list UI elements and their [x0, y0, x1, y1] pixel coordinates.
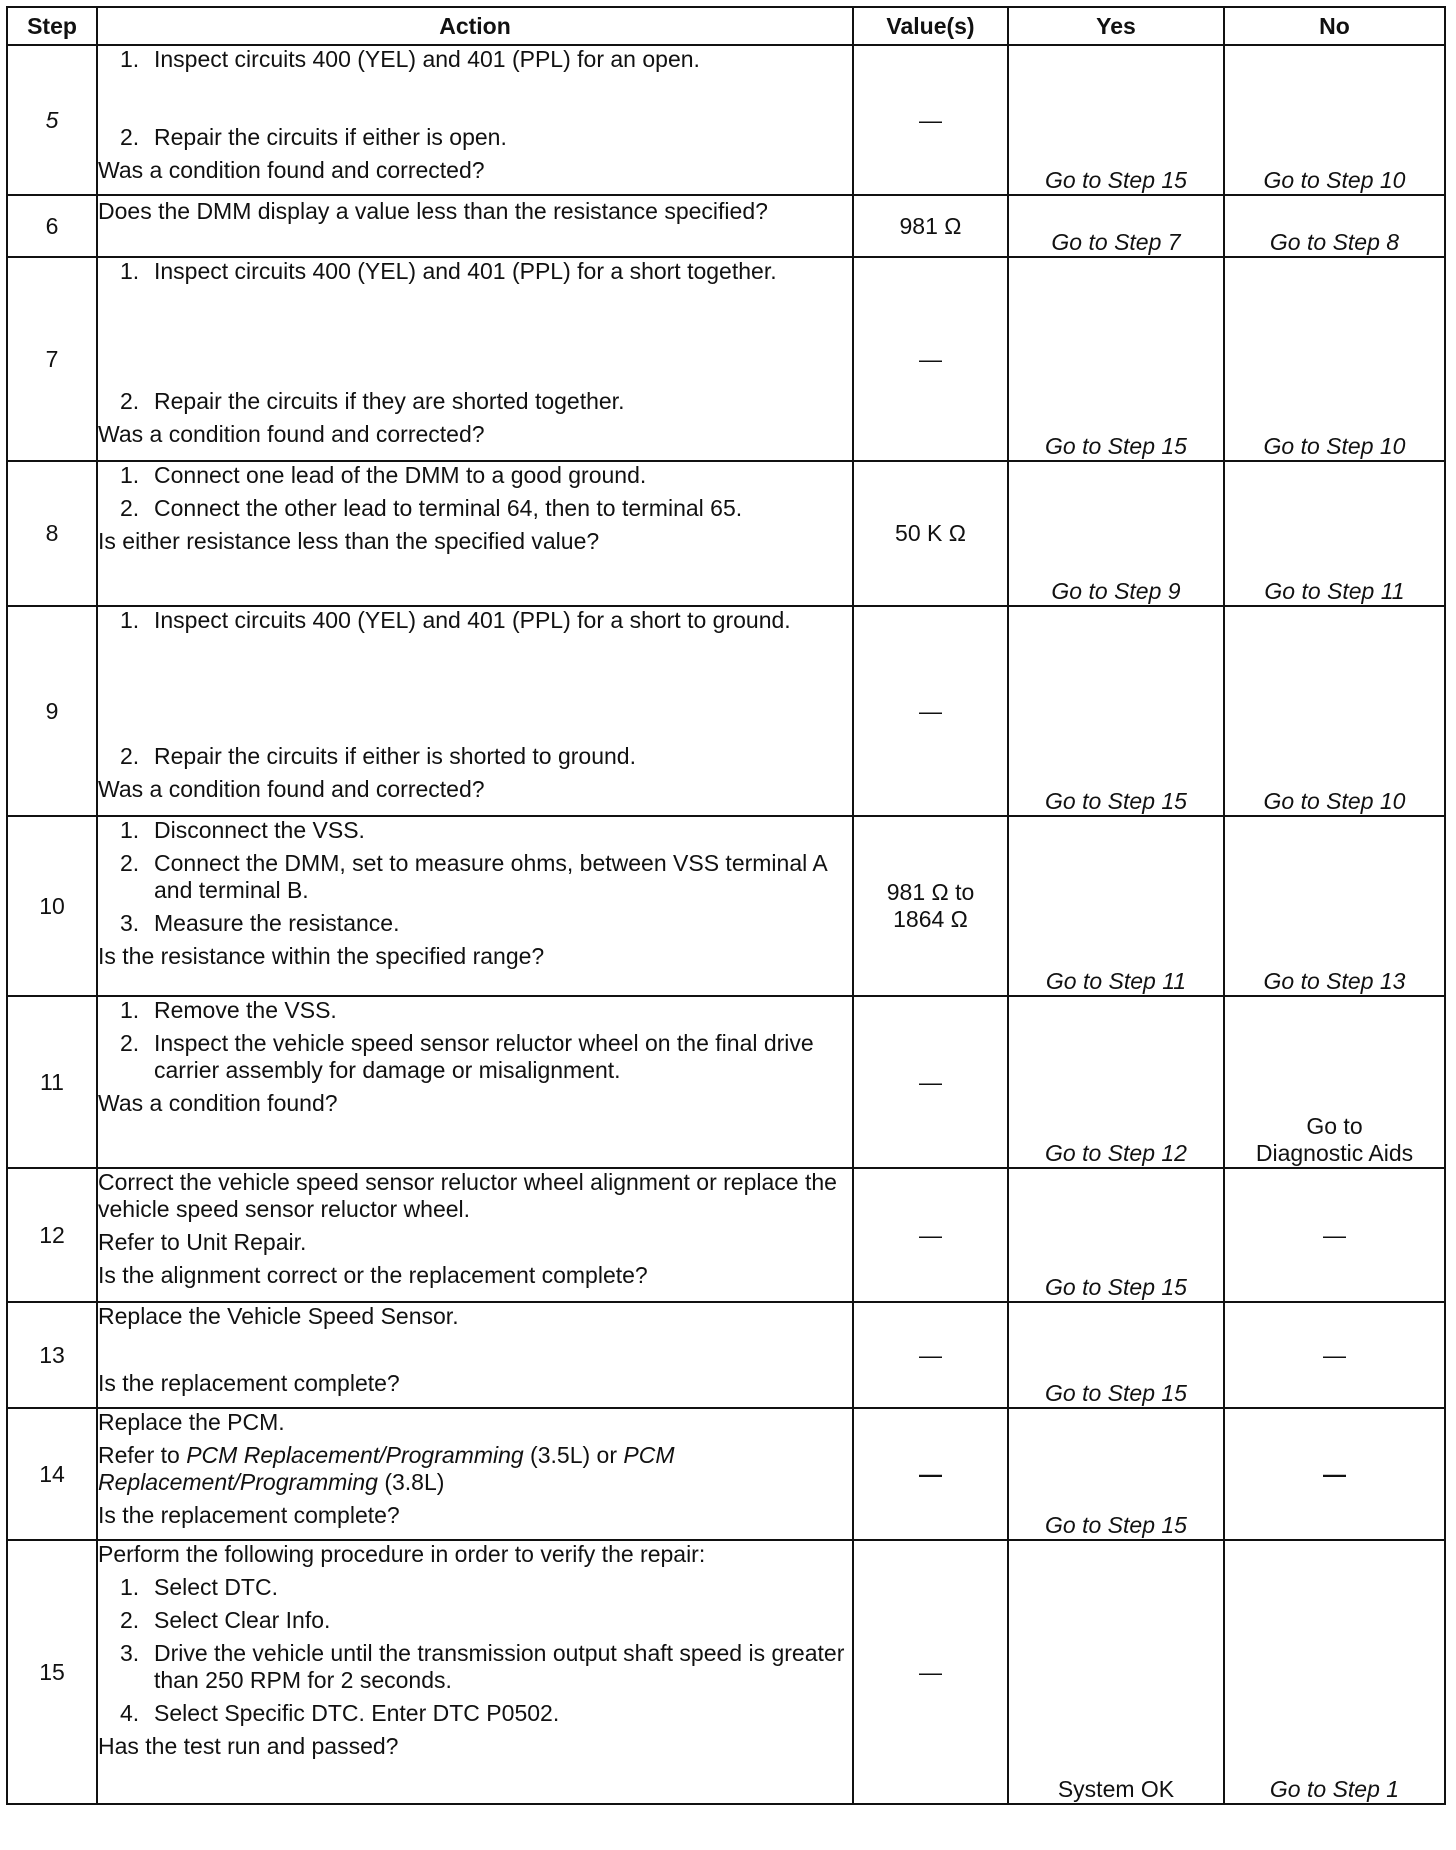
yes-cell: Go to Step 15: [1008, 257, 1224, 461]
table-row-step-8: [7, 461, 1445, 606]
question-text: Was a condition found and corrected?: [98, 421, 485, 447]
action-cell: [97, 1540, 853, 1804]
yes-cell: Go to Step 9: [1008, 461, 1224, 606]
table-row-step-11: [7, 996, 1445, 1168]
question-text: Is the replacement complete?: [98, 1502, 400, 1528]
value-cell: —: [853, 1302, 1008, 1408]
step-number: 10: [7, 816, 97, 996]
table-row-step-9: [7, 606, 1445, 816]
table-row-step-14: [7, 1408, 1445, 1540]
list-item: 3. Measure the resistance.: [120, 910, 400, 936]
action-text: Correct the vehicle speed sensor reluctor wheel alignment or replace the vehicle speed sensor reluctor wheel.: [98, 1169, 837, 1222]
question-text: Is the alignment correct or the replacement complete?: [98, 1262, 648, 1288]
step-number: 12: [7, 1168, 97, 1302]
no-cell: [1224, 996, 1445, 1168]
value-cell: —: [853, 1408, 1008, 1540]
header-step: Step: [7, 7, 97, 45]
intro-text: Perform the following procedure in order to verify the repair:: [98, 1541, 706, 1567]
value-cell: 50 K Ω: [853, 461, 1008, 606]
question-text: Is the replacement complete?: [98, 1370, 400, 1396]
list-item: 1. Disconnect the VSS.: [120, 817, 365, 843]
list-item: 2. Inspect the vehicle speed sensor reluctor wheel on the final drive carrier assembly for damage or misalignment.: [120, 1030, 814, 1083]
yes-cell: Go to Step 7: [1008, 195, 1224, 257]
value-cell: [853, 816, 1008, 996]
no-cell: —: [1224, 1168, 1445, 1302]
table-row-step-13: [7, 1302, 1445, 1408]
table-row-step-5: [7, 45, 1445, 195]
list-item: 4. Select Specific DTC. Enter DTC P0502.: [120, 1700, 560, 1726]
yes-cell: Go to Step 15: [1008, 1302, 1224, 1408]
action-cell: [97, 606, 853, 816]
action-cell: [97, 1302, 853, 1408]
list-item: 1. Inspect circuits 400 (YEL) and 401 (PPL) for an open.: [120, 46, 700, 72]
no-cell: —: [1224, 1302, 1445, 1408]
value-cell: —: [853, 1168, 1008, 1302]
value-cell: 981 Ω: [853, 195, 1008, 257]
action-cell: [97, 1408, 853, 1540]
table-row-step-12: [7, 1168, 1445, 1302]
no-cell: Go to Step 10: [1224, 606, 1445, 816]
step-number: 15: [7, 1540, 97, 1804]
action-cell: [97, 257, 853, 461]
list-item: 3. Drive the vehicle until the transmission output shaft speed is greater than 250 RPM for 2 seconds.: [120, 1640, 845, 1693]
no-line: Diagnostic Aids: [1255, 1140, 1414, 1166]
no-cell: Go to Step 10: [1224, 257, 1445, 461]
question-text: Was a condition found and corrected?: [98, 776, 485, 802]
list-item: 1. Select DTC.: [120, 1574, 278, 1600]
step-number: 9: [7, 606, 97, 816]
header-yes: Yes: [1008, 7, 1224, 45]
value-cell: —: [853, 1540, 1008, 1804]
header-action: Action: [97, 7, 853, 45]
no-cell: Go to Step 13: [1224, 816, 1445, 996]
value-cell: —: [853, 606, 1008, 816]
table-row-step-10: [7, 816, 1445, 996]
action-cell: [97, 45, 853, 195]
question-text: Was a condition found and corrected?: [98, 157, 485, 183]
step-number: 8: [7, 461, 97, 606]
value-cell: —: [853, 996, 1008, 1168]
refer-link-35l[interactable]: PCM Replacement/Programming: [186, 1442, 524, 1468]
yes-cell: Go to Step 15: [1008, 1408, 1224, 1540]
list-item: 2. Repair the circuits if either is shorted to ground.: [120, 743, 636, 769]
action-text: Replace the Vehicle Speed Sensor.: [98, 1303, 459, 1329]
header-values: Value(s): [853, 7, 1008, 45]
action-cell: [97, 461, 853, 606]
action-cell: [97, 1168, 853, 1302]
no-cell: Go to Step 11: [1224, 461, 1445, 606]
action-cell: [97, 816, 853, 996]
step-number: 7: [7, 257, 97, 461]
question-text: Is the resistance within the specified range?: [98, 943, 545, 969]
refer-text: Refer to PCM Replacement/Programming (3.5L) or PCM Replacement/Programming (3.8L): [98, 1442, 675, 1495]
question-text: Is either resistance less than the specified value?: [98, 528, 600, 554]
action-text: Replace the PCM.: [98, 1409, 285, 1435]
header-no: No: [1224, 7, 1445, 45]
step-number: 6: [7, 195, 97, 257]
refer-text: Refer to Unit Repair.: [98, 1229, 307, 1255]
action-cell: [97, 195, 853, 257]
list-item: 1. Connect one lead of the DMM to a good ground.: [120, 462, 647, 488]
question-text: Has the test run and passed?: [98, 1733, 399, 1759]
step-number: 14: [7, 1408, 97, 1540]
value-cell: —: [853, 257, 1008, 461]
yes-cell: Go to Step 15: [1008, 1168, 1224, 1302]
list-item: 1. Remove the VSS.: [120, 997, 337, 1023]
yes-cell: Go to Step 12: [1008, 996, 1224, 1168]
list-item: 1. Inspect circuits 400 (YEL) and 401 (PPL) for a short together.: [120, 258, 777, 284]
no-cell: Go to Step 1: [1224, 1540, 1445, 1804]
list-item: 2. Connect the DMM, set to measure ohms, between VSS terminal A and terminal B.: [120, 850, 827, 903]
yes-cell: Go to Step 15: [1008, 45, 1224, 195]
no-line: Go to: [1306, 1113, 1363, 1139]
question-text: Does the DMM display a value less than the resistance specified?: [98, 198, 768, 224]
list-item: 2. Repair the circuits if either is open.: [120, 124, 507, 150]
refer-link-38l[interactable]: PCM Replacement/Programming: [98, 1442, 675, 1495]
yes-cell: System OK: [1008, 1540, 1224, 1804]
yes-cell: Go to Step 11: [1008, 816, 1224, 996]
header-row: [7, 7, 1445, 45]
diagnostic-table: [6, 6, 1446, 1805]
table-row-step-15: [7, 1540, 1445, 1804]
step-number: 11: [7, 996, 97, 1168]
value-line: 1864 Ω: [893, 906, 968, 932]
list-item: 2. Repair the circuits if they are shorted together.: [120, 388, 625, 414]
table-row-step-7: [7, 257, 1445, 461]
step-number: 13: [7, 1302, 97, 1408]
list-item: 2. Connect the other lead to terminal 64, then to terminal 65.: [120, 495, 743, 521]
action-cell: [97, 996, 853, 1168]
no-cell: Go to Step 10: [1224, 45, 1445, 195]
no-cell: —: [1224, 1408, 1445, 1540]
no-cell: Go to Step 8: [1224, 195, 1445, 257]
value-cell: —: [853, 45, 1008, 195]
value-line: 981 Ω to: [886, 879, 975, 905]
yes-cell: Go to Step 15: [1008, 606, 1224, 816]
list-item: 1. Inspect circuits 400 (YEL) and 401 (PPL) for a short to ground.: [120, 607, 791, 633]
step-number: 5: [7, 45, 97, 195]
table-row-step-6: [7, 195, 1445, 257]
question-text: Was a condition found?: [98, 1090, 338, 1116]
list-item: 2. Select Clear Info.: [120, 1607, 331, 1633]
